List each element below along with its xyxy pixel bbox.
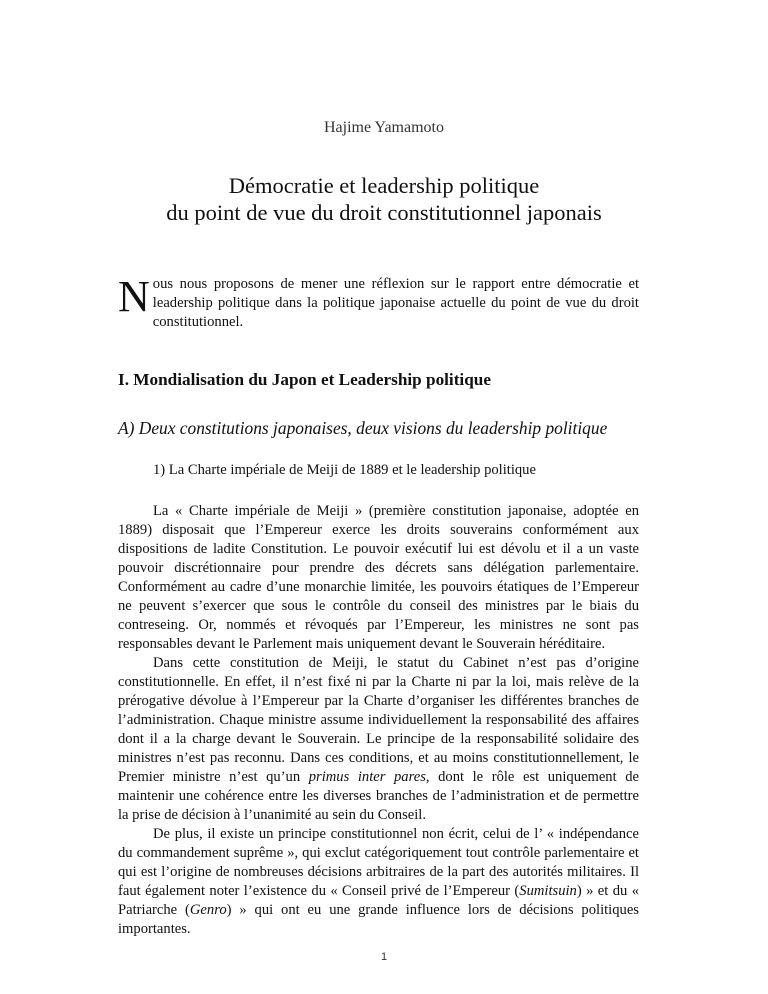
paragraph: La « Charte impériale de Meiji » (première constitution japonaise, adoptée en 1889) disposait que l’Empereur exerce les droits souverains conformément aux dispositions de ladite Constitution. Le pouvoir exécutif lui est dévolu et il a un vaste pouvoir discrétionnaire pour prendre des décrets sans délégation parlementaire. Conformément au cadre d’une monarchie limitée, les pouvoirs étatiques de l’Empereur ne peuvent s’exercer que sous le contrôle du conseil des ministres par le biais du contreseing. Or, nommés et révoqués par l’Empereur, les ministres ne sont pas responsables devant le Parlement mais uniquement devant le Souverain héréditaire. [118,503,639,652]
intro-paragraph [118,272,639,332]
subsubsection-heading: 1) La Charte impériale de Meiji de 1889 et le leadership politique [153,462,536,478]
document-title [0,172,768,226]
page-number: 1 [380,951,388,963]
intro-text: ous nous proposons de mener une réflexion sur le rapport entre démocratie et leadership politique dans la politique japonaise actuelle du point de vue du droit constitutionnel. [152,276,639,330]
paragraph: De plus, il existe un principe constitutionnel non écrit, celui de l’ « indépendance du commandement suprême », qui exclut catégoriquement tout contrôle parlementaire et qui est l’origine de nombreuses décisions arbitraires de la part des autorités militaires. Il faut également noter l’existence du « Conseil privé de l’Empereur (Sumitsuin) » et du « Patriarche (Genro) » qui ont eu une grande influence lors de décisions politiques importantes. [118,826,639,937]
body-text [118,502,639,939]
subsection-heading: A) Deux constitutions japonaises, deux visions du leadership politique [118,418,608,438]
paragraph: Dans cette constitution de Meiji, le statut du Cabinet n’est pas d’origine constitutionnelle. En effet, il n’est fixé ni par la Charte ni par la loi, mais relève de la prérogative dévolue à l’Empereur par la Charte d’organiser les différentes branches de l’administration. Chaque ministre assume individuellement la responsabilité des affaires dont il a la charge devant le Souverain. Le principe de la responsabilité solidaire des ministres n’est pas reconnu. Dans ces conditions, et au moins constitutionnellement, le Premier ministre n’est qu’un primus inter pares, dont le rôle est uniquement de maintenir une cohérence entre les diverses branches de l’administration et de permettre la prise de décision à l’unanimité au sein du Conseil. [118,655,639,823]
title-line-2: du point de vue du droit constitutionnel japonais [166,200,602,225]
drop-cap: N [118,272,150,321]
japanese-term: Sumitsuin [519,883,577,899]
author-name: Hajime Yamamoto [324,119,444,136]
latin-term: primus inter pares [308,769,426,785]
japanese-term: Genro [189,902,227,918]
section-heading: I. Mondialisation du Japon et Leadership politique [118,370,491,389]
title-line-1: Démocratie et leadership politique [228,173,540,198]
